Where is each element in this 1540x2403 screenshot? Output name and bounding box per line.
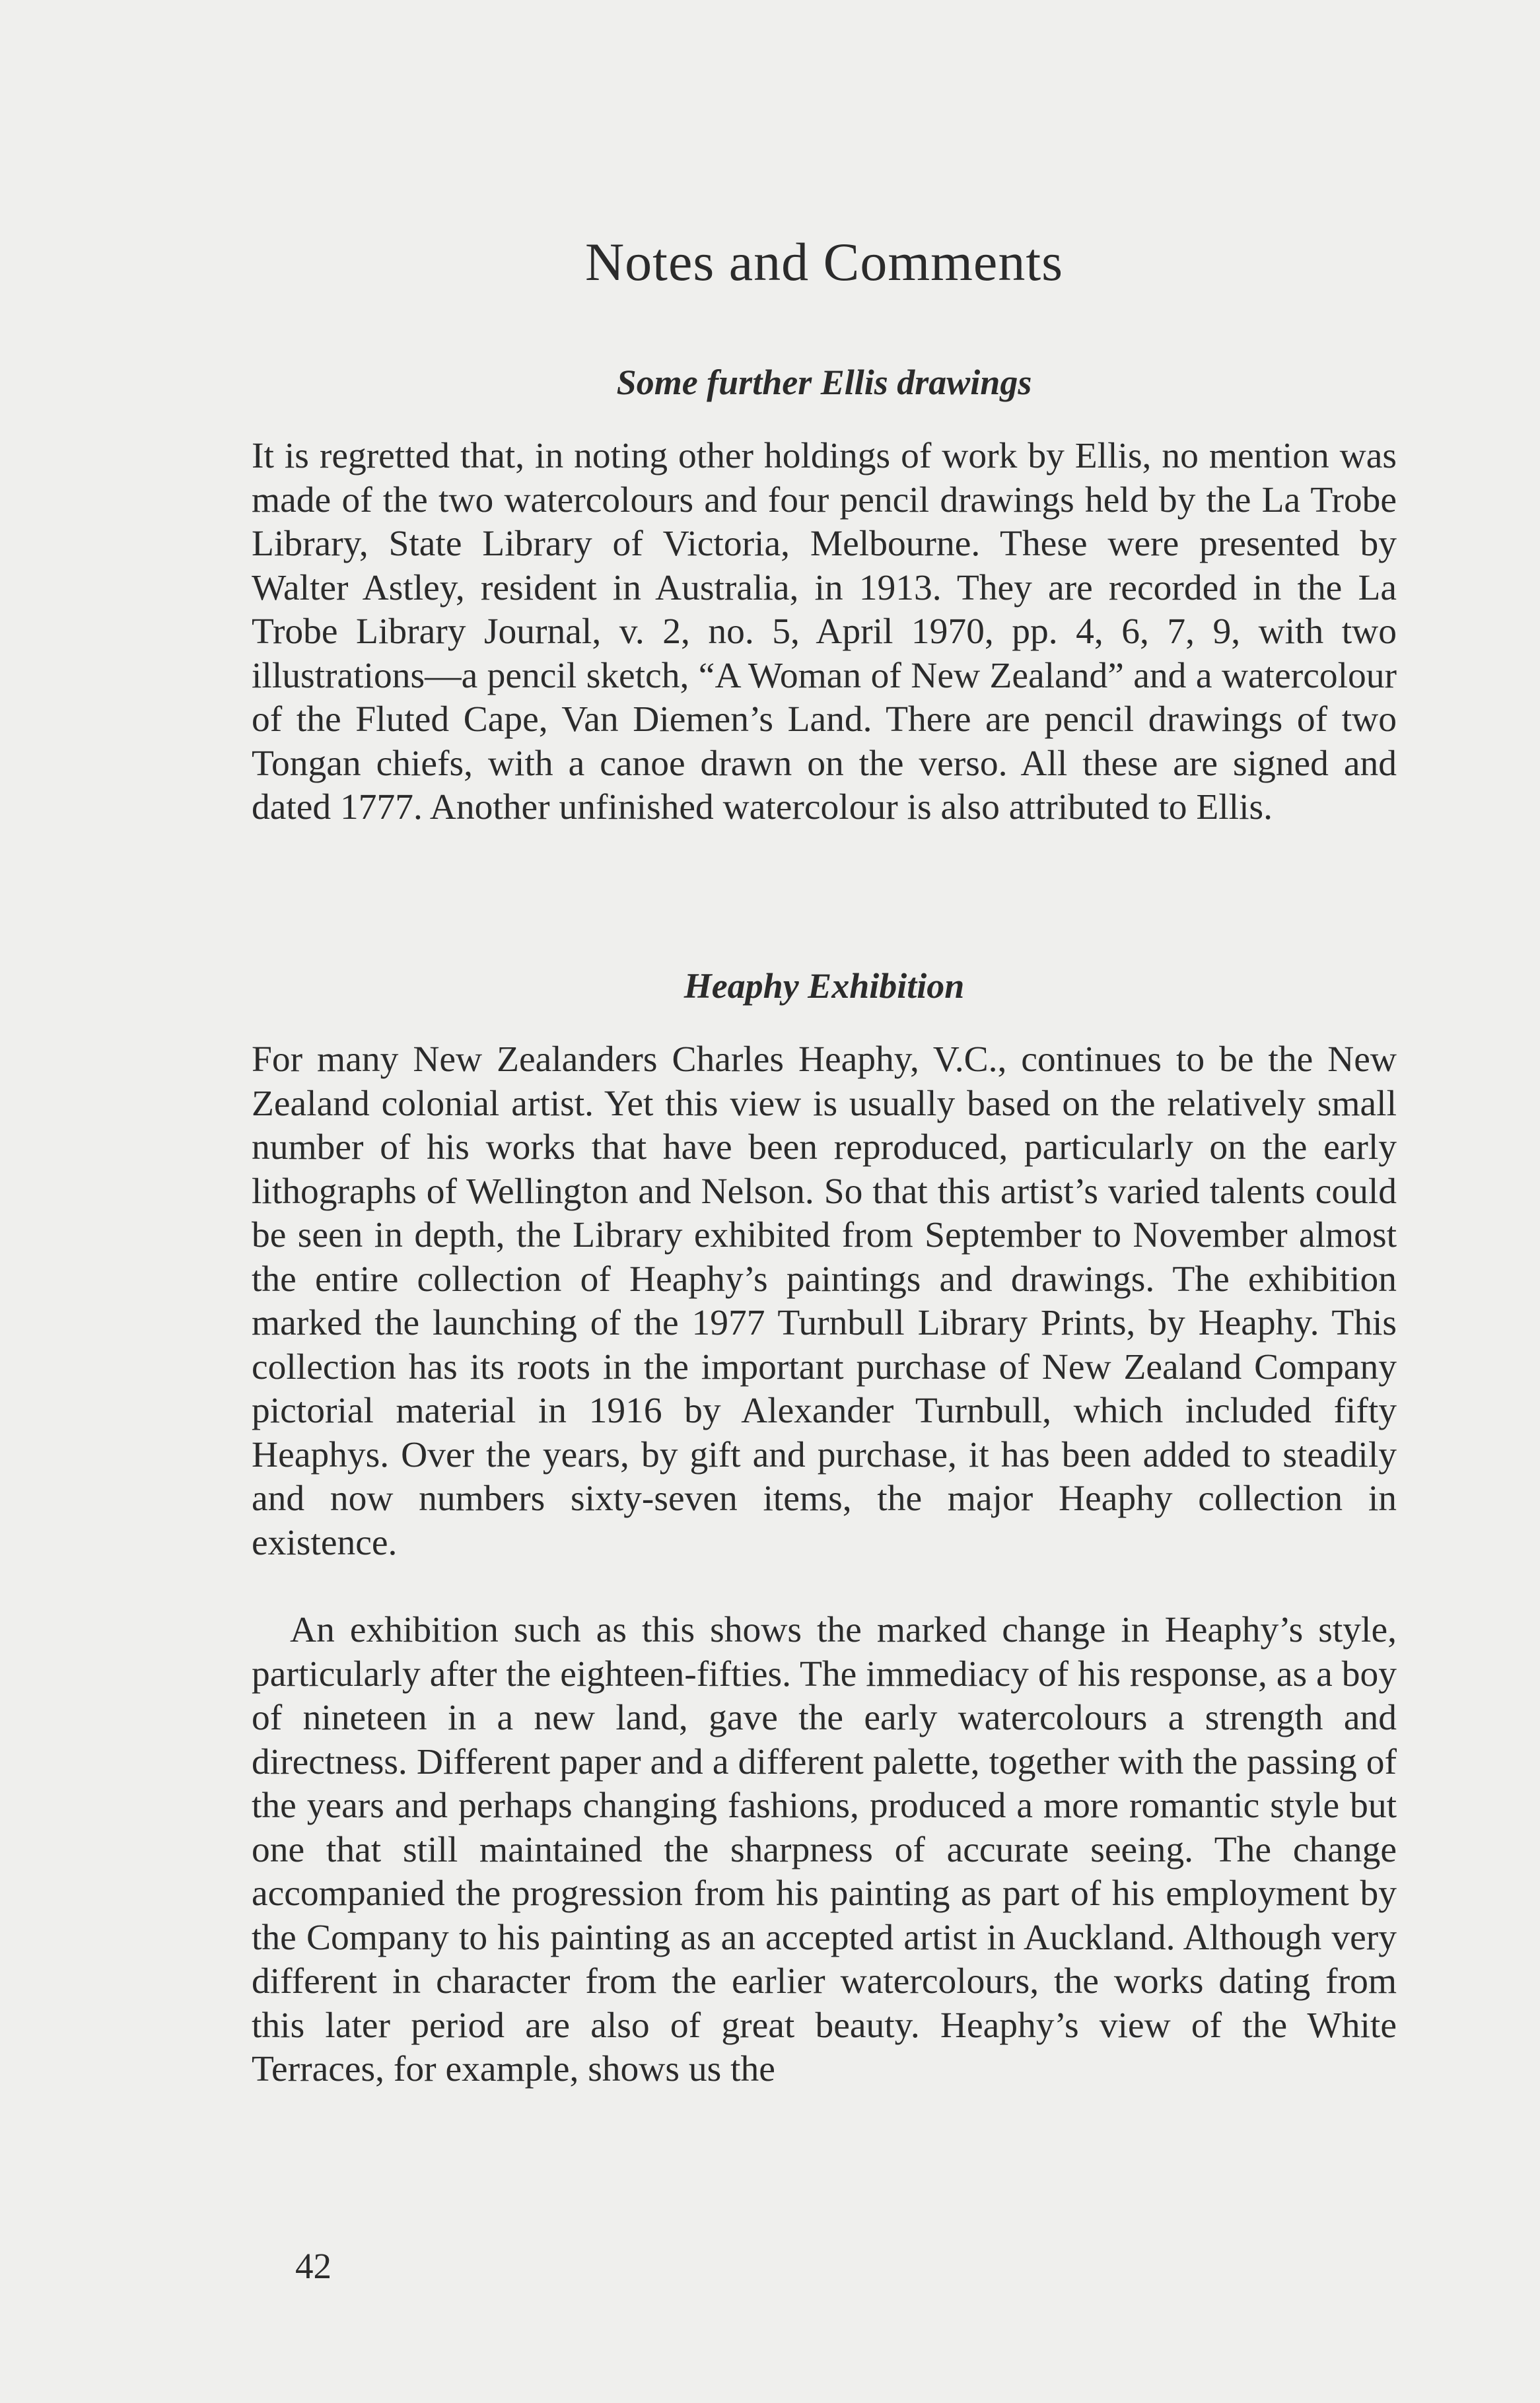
- page-title: Notes and Comments: [584, 232, 1064, 292]
- document-page: [252, 0, 1397, 2403]
- section-heading-ellis: Some further Ellis drawings: [616, 363, 1032, 402]
- page-number: 42: [295, 2246, 332, 2286]
- paragraph-heaphy-1: For many New Zealanders Charles Heaphy, V.C., continues to be the New Zealand colonial artist. Yet this view is usually based on the relatively small number of his works that have been reproduced, particularly on the early lithographs of Wellington and Nelson. So that this artist’s varied talents could be seen in depth, the Library exhibited from September to November almost the entire collection of Heaphy’s paintings and drawings. The exhibition marked the launching of the 1977 Turnbull Library Prints, by Heaphy. This collection has its roots in the important purchase of New Zealand Company pictorial material in 1916 by Alexander Turnbull, which included fifty Heaphys. Over the years, by gift and purchase, it has been added to steadily and now numbers sixty-seven items, the major Heaphy collection in existence.: [252, 1039, 1397, 1563]
- paragraph-ellis: It is regretted that, in noting other holdings of work by Ellis, no mention was made of the two watercolours and four pencil drawings held by the La Trobe Library, State Library of Victoria, Melbourne. These were presented by Walter Astley, resident in Australia, in 1913. They are recorded in the La Trobe Library Journal, v. 2, no. 5, April 1970, pp. 4, 6, 7, 9, with two illustrations—a pencil sketch, “A Woman of New Zealand” and a watercolour of the Fluted Cape, Van Diemen’s Land. There are pencil drawings of two Tongan chiefs, with a canoe drawn on the verso. All these are signed and dated 1777. Another unfinished watercolour is also attributed to Ellis.: [252, 436, 1397, 827]
- paragraph-heaphy-2: An exhibition such as this shows the marked change in Heaphy’s style, particularly after the eighteen-fifties. The immediacy of his response, as a boy of nineteen in a new land, gave the early watercolours a strength and directness. Different paper and a different palette, together with the passing of the years and perhaps changing fashions, produced a more romantic style but one that still maintained the sharpness of accurate seeing. The change accompanied the progression from his painting as part of his employment by the Company to his painting as an accepted artist in Auckland. Although very different in character from the earlier watercolours, the works dating from this later period are also of great beauty. Heaphy’s view of the White Terraces, for example, shows us the: [252, 1610, 1397, 2089]
- section-heading-heaphy: Heaphy Exhibition: [683, 966, 965, 1006]
